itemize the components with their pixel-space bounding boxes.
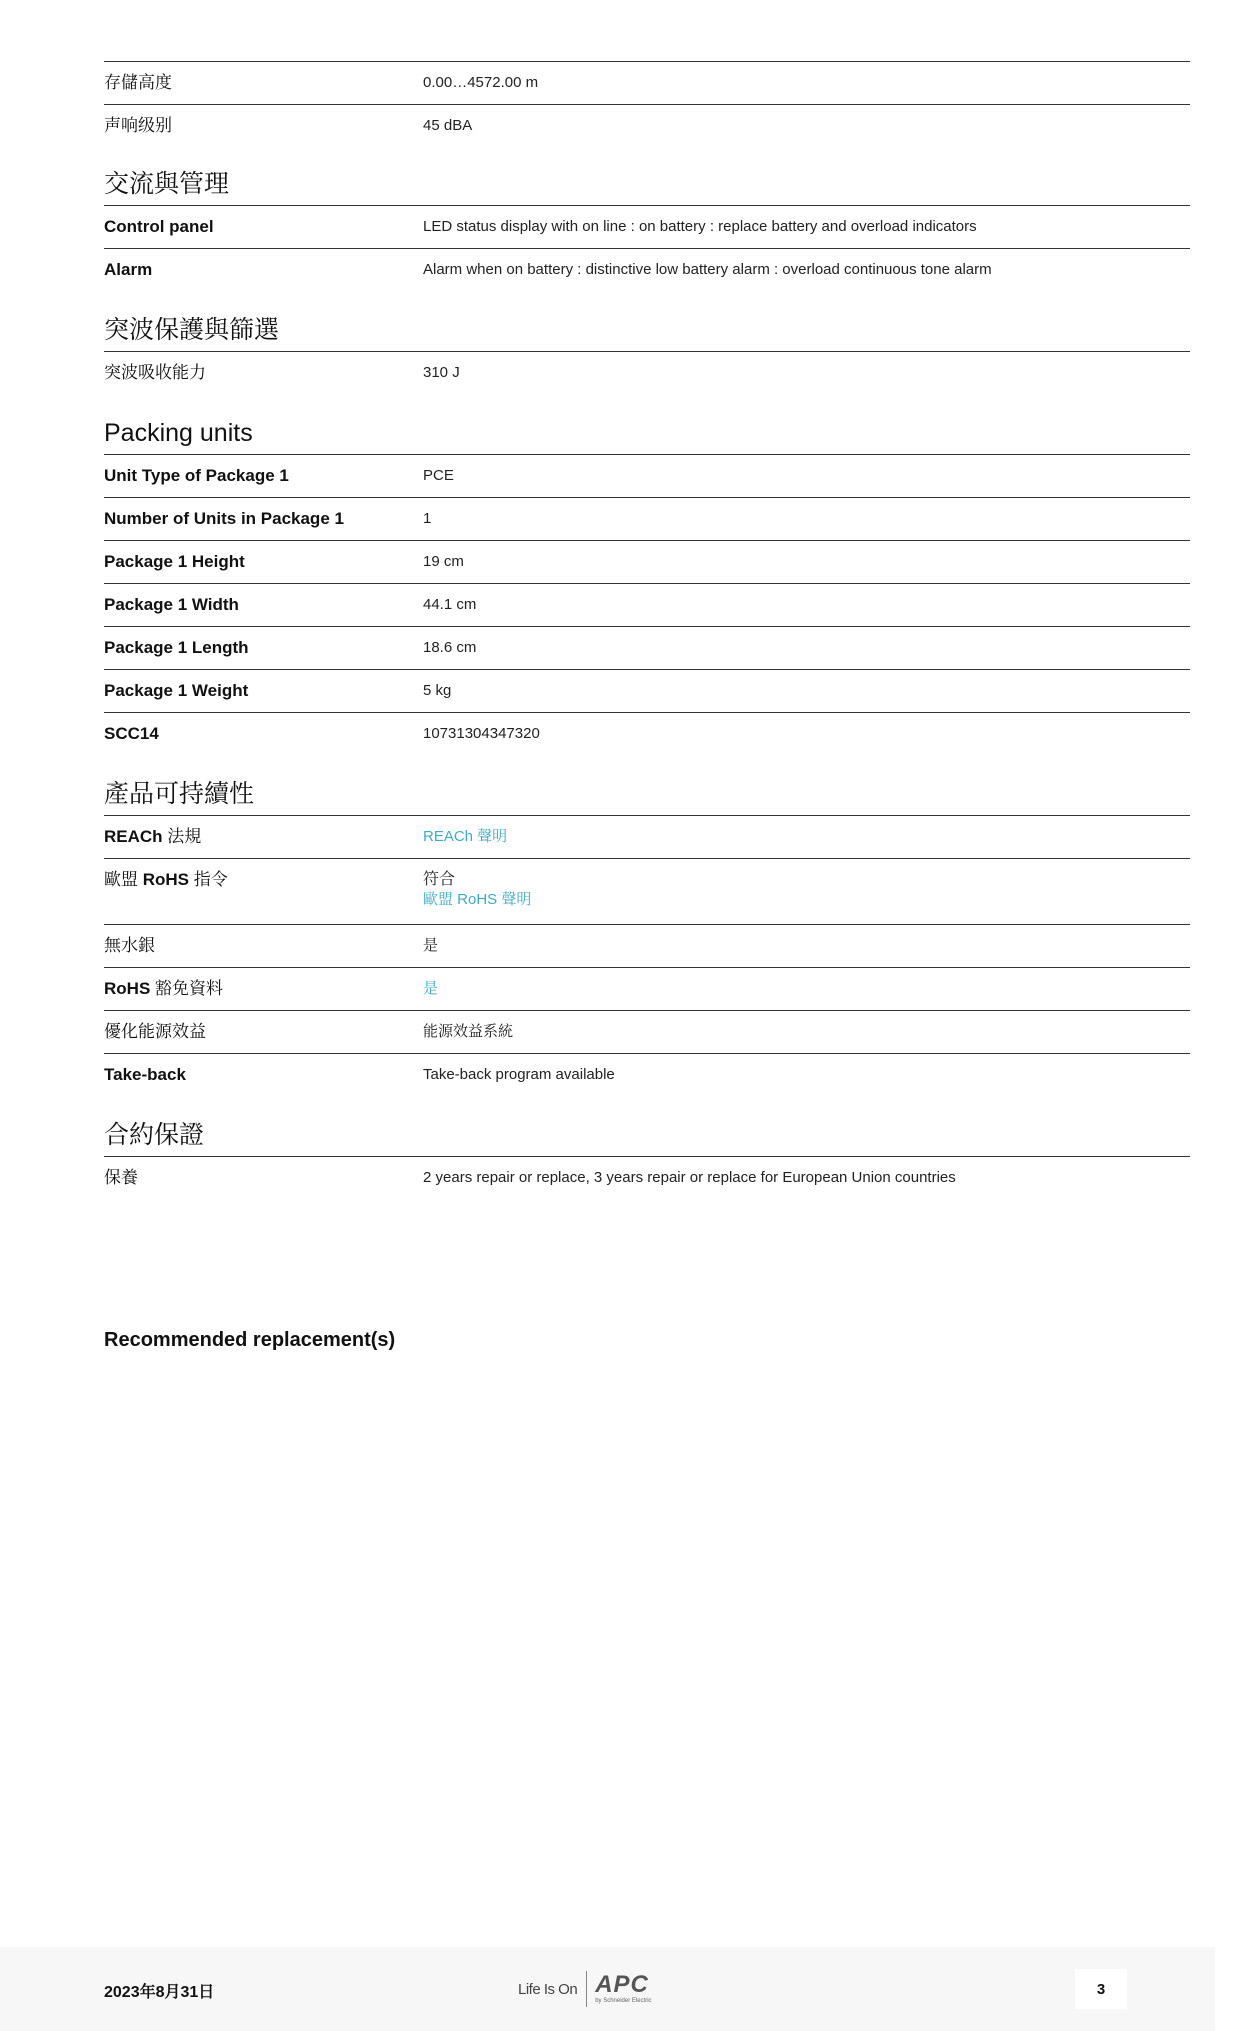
spec-label: Control panel [104, 217, 214, 236]
spec-row-package-weight [104, 669, 1190, 712]
spec-value: 10731304347320 [423, 725, 540, 742]
spec-value: 45 dBA [423, 117, 473, 134]
section-title: 產品可持續性 [104, 780, 255, 808]
spec-label: Package 1 Weight [104, 681, 249, 700]
spec-row-units-in-package [104, 497, 1190, 540]
spec-row-package-height [104, 540, 1190, 583]
page-number: 3 [1075, 1969, 1127, 2009]
spec-label: SCC14 [104, 724, 159, 743]
section-title: 交流與管理 [104, 170, 230, 198]
spec-row-package-width [104, 583, 1190, 626]
spec-row-alarm [104, 248, 1190, 291]
spec-label: Package 1 Width [104, 595, 239, 614]
spec-label: Alarm [104, 260, 153, 279]
apc-wordmark: APC [595, 1971, 649, 1998]
recommended-replacements-title: Recommended replacement(s) [104, 1329, 396, 1351]
spec-label: Number of Units in Package 1 [104, 509, 344, 528]
spec-row-energy-efficiency [104, 1010, 1190, 1053]
spec-value: 310 J [423, 364, 460, 381]
spec-label: 突波吸收能力 [104, 363, 206, 382]
spec-row-mercury-free [104, 924, 1190, 967]
spec-label: 保養 [104, 1168, 138, 1187]
spec-row-scc14 [104, 712, 1190, 755]
label-rest: 法規 [162, 827, 202, 846]
spec-row-eu-rohs [104, 858, 1190, 924]
label-bold: RoHS [142, 870, 190, 889]
spec-label: Package 1 Height [104, 552, 245, 571]
spec-label: Take-back [104, 1065, 186, 1084]
spec-value: 0.00…4572.00 m [423, 74, 539, 91]
spec-value: Take-back program available [423, 1066, 615, 1083]
label-pre: 歐盟 [104, 870, 143, 889]
section-title: 合約保證 [104, 1121, 205, 1149]
spec-label: Unit Type of Package 1 [104, 466, 289, 485]
spec-value: LED status display with on line : on battery : replace battery and overload indicators [423, 218, 977, 235]
footer-date: 2023年8月31日 [104, 1984, 215, 2001]
spec-value: PCE [423, 467, 454, 484]
spec-value: 19 cm [423, 553, 464, 570]
spec-row-reach [104, 815, 1190, 858]
spec-label: 存儲高度 [104, 73, 172, 92]
spec-value: 能源效益系統 [423, 1023, 514, 1040]
label-rest: 指令 [189, 870, 228, 889]
rohs-compliance-value: 符合 [423, 871, 456, 888]
spec-label [104, 826, 423, 850]
rohs-exemption-link[interactable]: 是 [423, 980, 439, 997]
spec-label: 優化能源效益 [104, 1022, 206, 1041]
label-rest: 豁免資料 [150, 979, 224, 998]
spec-value: Alarm when on battery : distinctive low battery alarm : overload continuous tone alarm [423, 261, 992, 278]
label-bold: REACh [104, 827, 163, 846]
apc-byline: by Schneider Electric [595, 1998, 652, 2004]
spec-value: 5 kg [423, 682, 452, 699]
spec-label: Package 1 Length [104, 638, 249, 657]
spec-row-control-panel [104, 205, 1190, 248]
eu-rohs-declaration-link[interactable]: 歐盟 RoHS 聲明 [423, 891, 532, 908]
spec-label [104, 978, 423, 1002]
page-footer [0, 1947, 1215, 2031]
spec-content [104, 61, 1190, 1199]
spec-value: 2 years repair or replace, 3 years repair or replace for European Union countries [423, 1169, 956, 1186]
spec-value [423, 826, 1190, 850]
section-sustainability [104, 779, 1190, 1096]
spec-row-surge-energy [104, 351, 1190, 394]
brand-logo [518, 1969, 652, 2009]
spec-row-take-back [104, 1053, 1190, 1096]
spec-row-storage-altitude [104, 61, 1190, 104]
reach-declaration-link[interactable]: REACh 聲明 [423, 828, 508, 845]
spec-value: 1 [423, 510, 432, 527]
section-title: Packing units [104, 419, 253, 447]
apc-logo [587, 1973, 651, 2005]
section-surge [104, 315, 1190, 394]
environment-table [104, 61, 1190, 147]
section-communication [104, 169, 1190, 291]
label-bold: RoHS [104, 979, 151, 998]
spec-label [104, 869, 423, 916]
spec-label: 無水銀 [104, 936, 155, 955]
section-warranty [104, 1120, 1190, 1199]
section-packing [104, 418, 1190, 755]
spec-row-unit-type [104, 454, 1190, 497]
spec-value [423, 869, 1190, 916]
spec-row-rohs-exemption [104, 967, 1190, 1010]
section-title: 突波保護與篩選 [104, 316, 280, 344]
spec-value: 是 [423, 937, 439, 954]
spec-row-package-length [104, 626, 1190, 669]
spec-label: 声响级别 [104, 116, 172, 135]
spec-row-noise-level [104, 104, 1190, 147]
spec-value [423, 978, 1190, 1002]
spec-value: 44.1 cm [423, 596, 477, 613]
life-is-on-tagline: Life Is On [518, 1971, 587, 2007]
spec-value: 18.6 cm [423, 639, 477, 656]
spec-row-warranty [104, 1156, 1190, 1199]
